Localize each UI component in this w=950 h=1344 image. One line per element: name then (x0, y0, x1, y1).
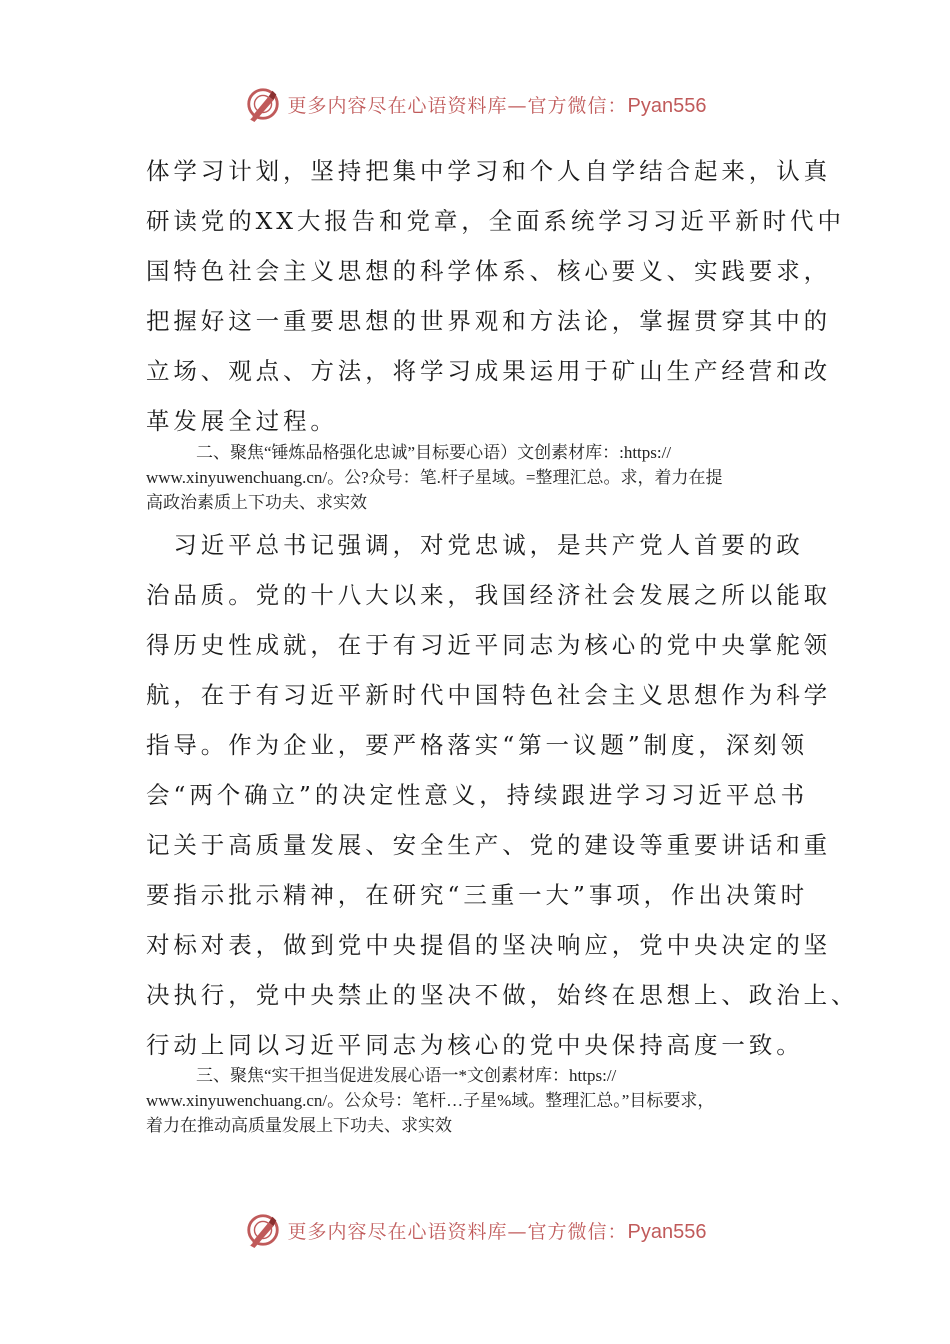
footer-banner (0, 1210, 950, 1250)
header-banner-text: 更多内容尽在心语资料库—官方微信：Pyan556 (287, 94, 707, 117)
paragraph-line: 会“两个确立”的决定性意义，持续跟进学习习近平总书 (146, 781, 809, 809)
paragraph-line: 航，在于有习近平新时代中国特色社会主义思想作为科学 (146, 681, 831, 709)
paragraph-line: 对标对表，做到党中央提倡的坚决响应，党中央决定的坚 (146, 931, 831, 959)
paragraph-1 (146, 146, 845, 446)
paragraph-line: 国特色社会主义思想的科学体系、核心要义、实践要求， (146, 257, 831, 285)
paragraph-line: 研读党的XX大报告和党章，全面系统学习习近平新时代中 (146, 207, 845, 235)
paragraph-line: 记关于高质量发展、安全生产、党的建设等重要讲话和重 (146, 831, 831, 859)
header-banner (0, 84, 950, 124)
pen-logo-icon (244, 85, 282, 123)
heading-line: www.xinyuwenchuang.cn/。公众号：笔杆…子星%域。整理汇总。”目标要求， (146, 1091, 715, 1110)
paragraph-line: 决执行，党中央禁止的坚决不做，始终在思想上、政治上、 (146, 981, 859, 1009)
section-heading-2 (146, 440, 806, 515)
heading-line: 二、聚焦“锤炼品格强化忠诚”目标要心语）文创素材库：:https:// (196, 443, 672, 462)
wechat-id: Pyan556 (627, 94, 707, 117)
heading-line: 着力在推动高质量发展上下功夫、求实效 (146, 1116, 452, 1135)
paragraph-line: 得历史性成就，在于有习近平同志为核心的党中央掌舵领 (146, 631, 831, 659)
paragraph-line: 治品质。党的十八大以来，我国经济社会发展之所以能取 (146, 581, 831, 609)
wechat-id: Pyan556 (627, 1220, 707, 1243)
paragraph-line: 革发展全过程。 (146, 407, 338, 435)
footer-banner-text: 更多内容尽在心语资料库—官方微信：Pyan556 (287, 1220, 707, 1243)
paragraph-2 (146, 520, 859, 1070)
heading-line: 高政治素质上下功夫、求实效 (146, 493, 367, 512)
heading-line: 三、聚焦“实干担当促进发展心语一*文创素材库：https:// (196, 1066, 617, 1085)
paragraph-line: 要指示批示精神，在研究“三重一大”事项，作出决策时 (146, 881, 809, 909)
heading-line: www.xinyuwenchuang.cn/。公?众号：笔.杆子星域。=整理汇总。求，着力在提 (146, 468, 723, 487)
paragraph-line: 立场、观点、方法，将学习成果运用于矿山生产经营和改 (146, 357, 831, 385)
paragraph-line: 习近平总书记强调，对党忠诚，是共产党人首要的政 (146, 531, 804, 559)
pen-logo-icon (244, 1211, 282, 1249)
paragraph-line: 行动上同以习近平同志为核心的党中央保持高度一致。 (146, 1031, 804, 1059)
paragraph-line: 把握好这一重要思想的世界观和方法论，掌握贯穿其中的 (146, 307, 831, 335)
paragraph-line: 体学习计划，坚持把集中学习和个人自学结合起来，认真 (146, 157, 831, 185)
paragraph-line: 指导。作为企业，要严格落实“第一议题”制度，深刻领 (146, 731, 809, 759)
section-heading-3 (146, 1063, 806, 1138)
